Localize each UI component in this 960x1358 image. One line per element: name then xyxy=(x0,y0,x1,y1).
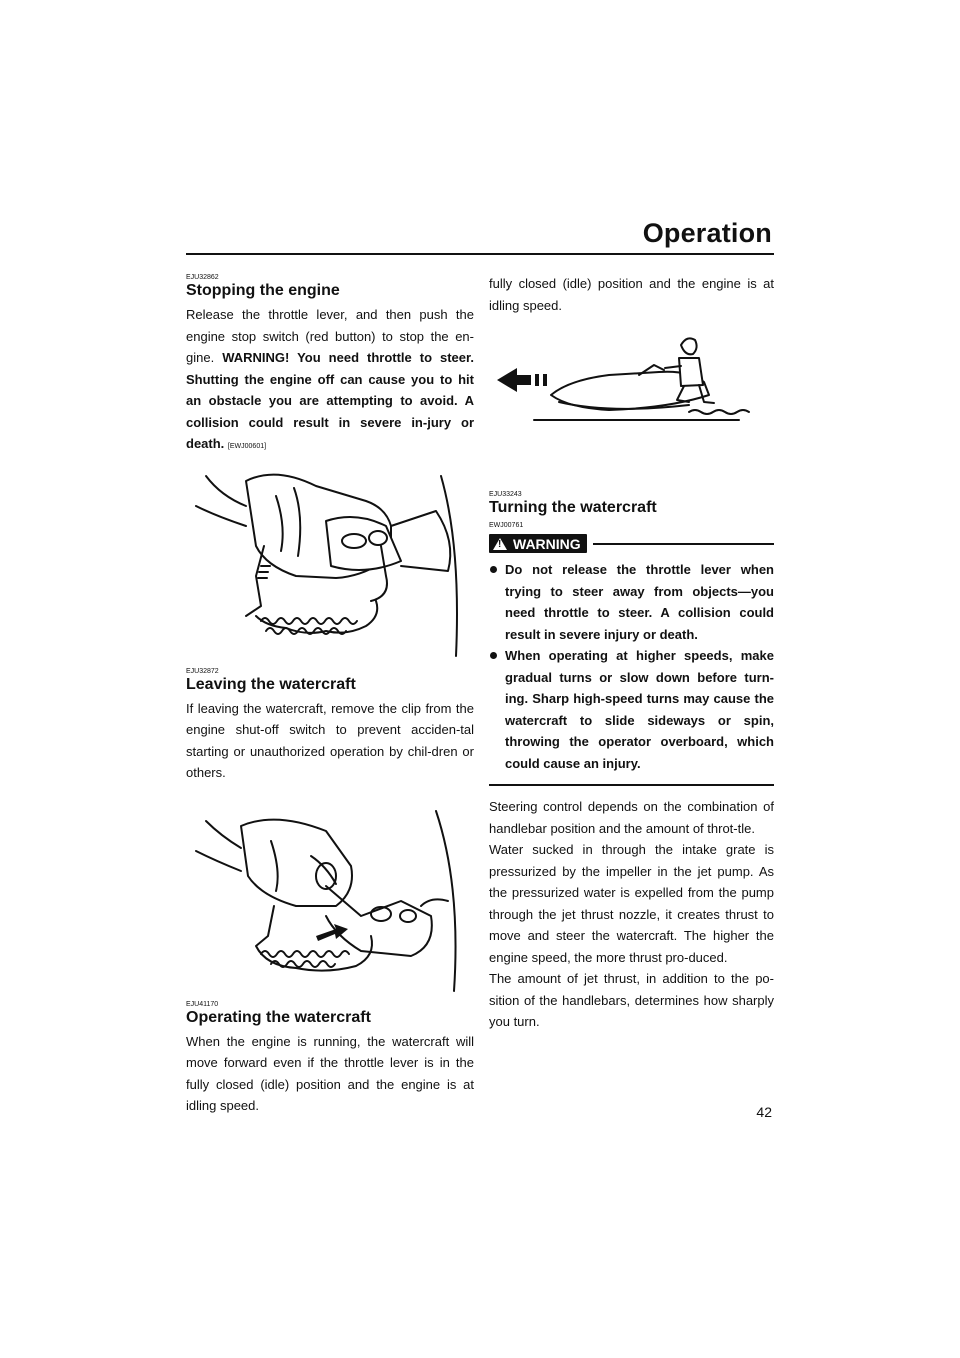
watercraft-forward-illustration xyxy=(489,330,774,440)
stopping-body: Release the throttle lever, and then push the engine stop switch (red button) to stop the en-gine. xyxy=(186,307,474,365)
section-code: EJU32872 xyxy=(186,667,219,675)
turning-paragraph: Steering control depends on the combination of handlebar position and the amount of throt-tle. xyxy=(489,799,774,836)
operating-text-continued: fully closed (idle) position and the engine is at idling speed. xyxy=(489,276,774,313)
section-code: EJU41170 xyxy=(186,1000,219,1008)
warning-item: Do not release the throttle lever when trying to steer away from objects—you need throttle to steer. A collision could result in severe injury or death. xyxy=(489,559,774,645)
section-heading: Turning the watercraft xyxy=(489,499,657,516)
engine-stop-switch-illustration xyxy=(186,466,474,661)
warning-badge xyxy=(489,534,587,553)
warning-top-rule xyxy=(593,543,774,545)
section-operating xyxy=(186,1000,474,1113)
section-code: EJU32862 xyxy=(186,274,219,281)
stopping-ref: [EWJ00601] xyxy=(227,443,267,450)
warning-bottom-rule xyxy=(489,784,774,786)
section-heading: Operating the watercraft xyxy=(186,1008,371,1026)
warning-list xyxy=(489,559,774,774)
warning-item: When operating at higher speeds, make gradual turns or slow down before turn-ing. Sharp high-speed turns may cause the watercraft to slide sideways or spin, throwing the operator overboard, which could cause an injury. xyxy=(489,645,774,774)
operating-text: When the engine is running, the watercraft will move forward even if the throttle lever is in the fully closed (idle) position and the engine is at idling speed. xyxy=(186,1033,474,1113)
section-heading: Leaving the watercraft xyxy=(186,675,356,693)
leaving-text: If leaving the watercraft, remove the clip from the engine shut-off switch to prevent acciden-tal starting or unauthorized operation by chil-dren or others. xyxy=(186,700,474,780)
turning-paragraph: The amount of jet thrust, in addition to the po-sition of the handlebars, determines how sharply you turn. xyxy=(489,971,774,1029)
page-number: 42 xyxy=(756,1104,772,1120)
turning-paragraph: Water sucked in through the intake grate is pressurized by the impeller in the jet pump. As the pressurized water is expelled from the pump through the jet thrust nozzle, it creates thrust to move and steer the watercraft. The higher the engine speed, the more thrust pro-duced. xyxy=(489,842,774,965)
section-stopping xyxy=(186,273,474,458)
warning-label: WARNING xyxy=(513,535,581,552)
section-title: Operation xyxy=(642,218,772,248)
clip-removal-illustration xyxy=(186,796,474,996)
warning-box xyxy=(489,534,774,786)
bullet-icon xyxy=(490,566,497,573)
stopping-text xyxy=(186,304,474,458)
bullet-icon xyxy=(490,652,497,659)
section-code: EJU33243 xyxy=(489,491,522,498)
header-rule xyxy=(186,253,774,255)
section-leaving xyxy=(186,667,474,784)
right-column xyxy=(489,273,774,1033)
section-heading: Stopping the engine xyxy=(186,282,340,299)
stopping-warning: WARNING! You need throttle to steer. Shutting the engine off can cause you to hit an obstacle you are attempting to avoid. A collision could result in severe in-jury or death. xyxy=(186,350,474,451)
warning-code: EWJ00761 xyxy=(489,522,524,529)
left-column xyxy=(186,273,474,1113)
section-turning xyxy=(489,490,774,1033)
warning-triangle-icon: ! xyxy=(493,538,507,550)
warning-header xyxy=(489,534,774,553)
